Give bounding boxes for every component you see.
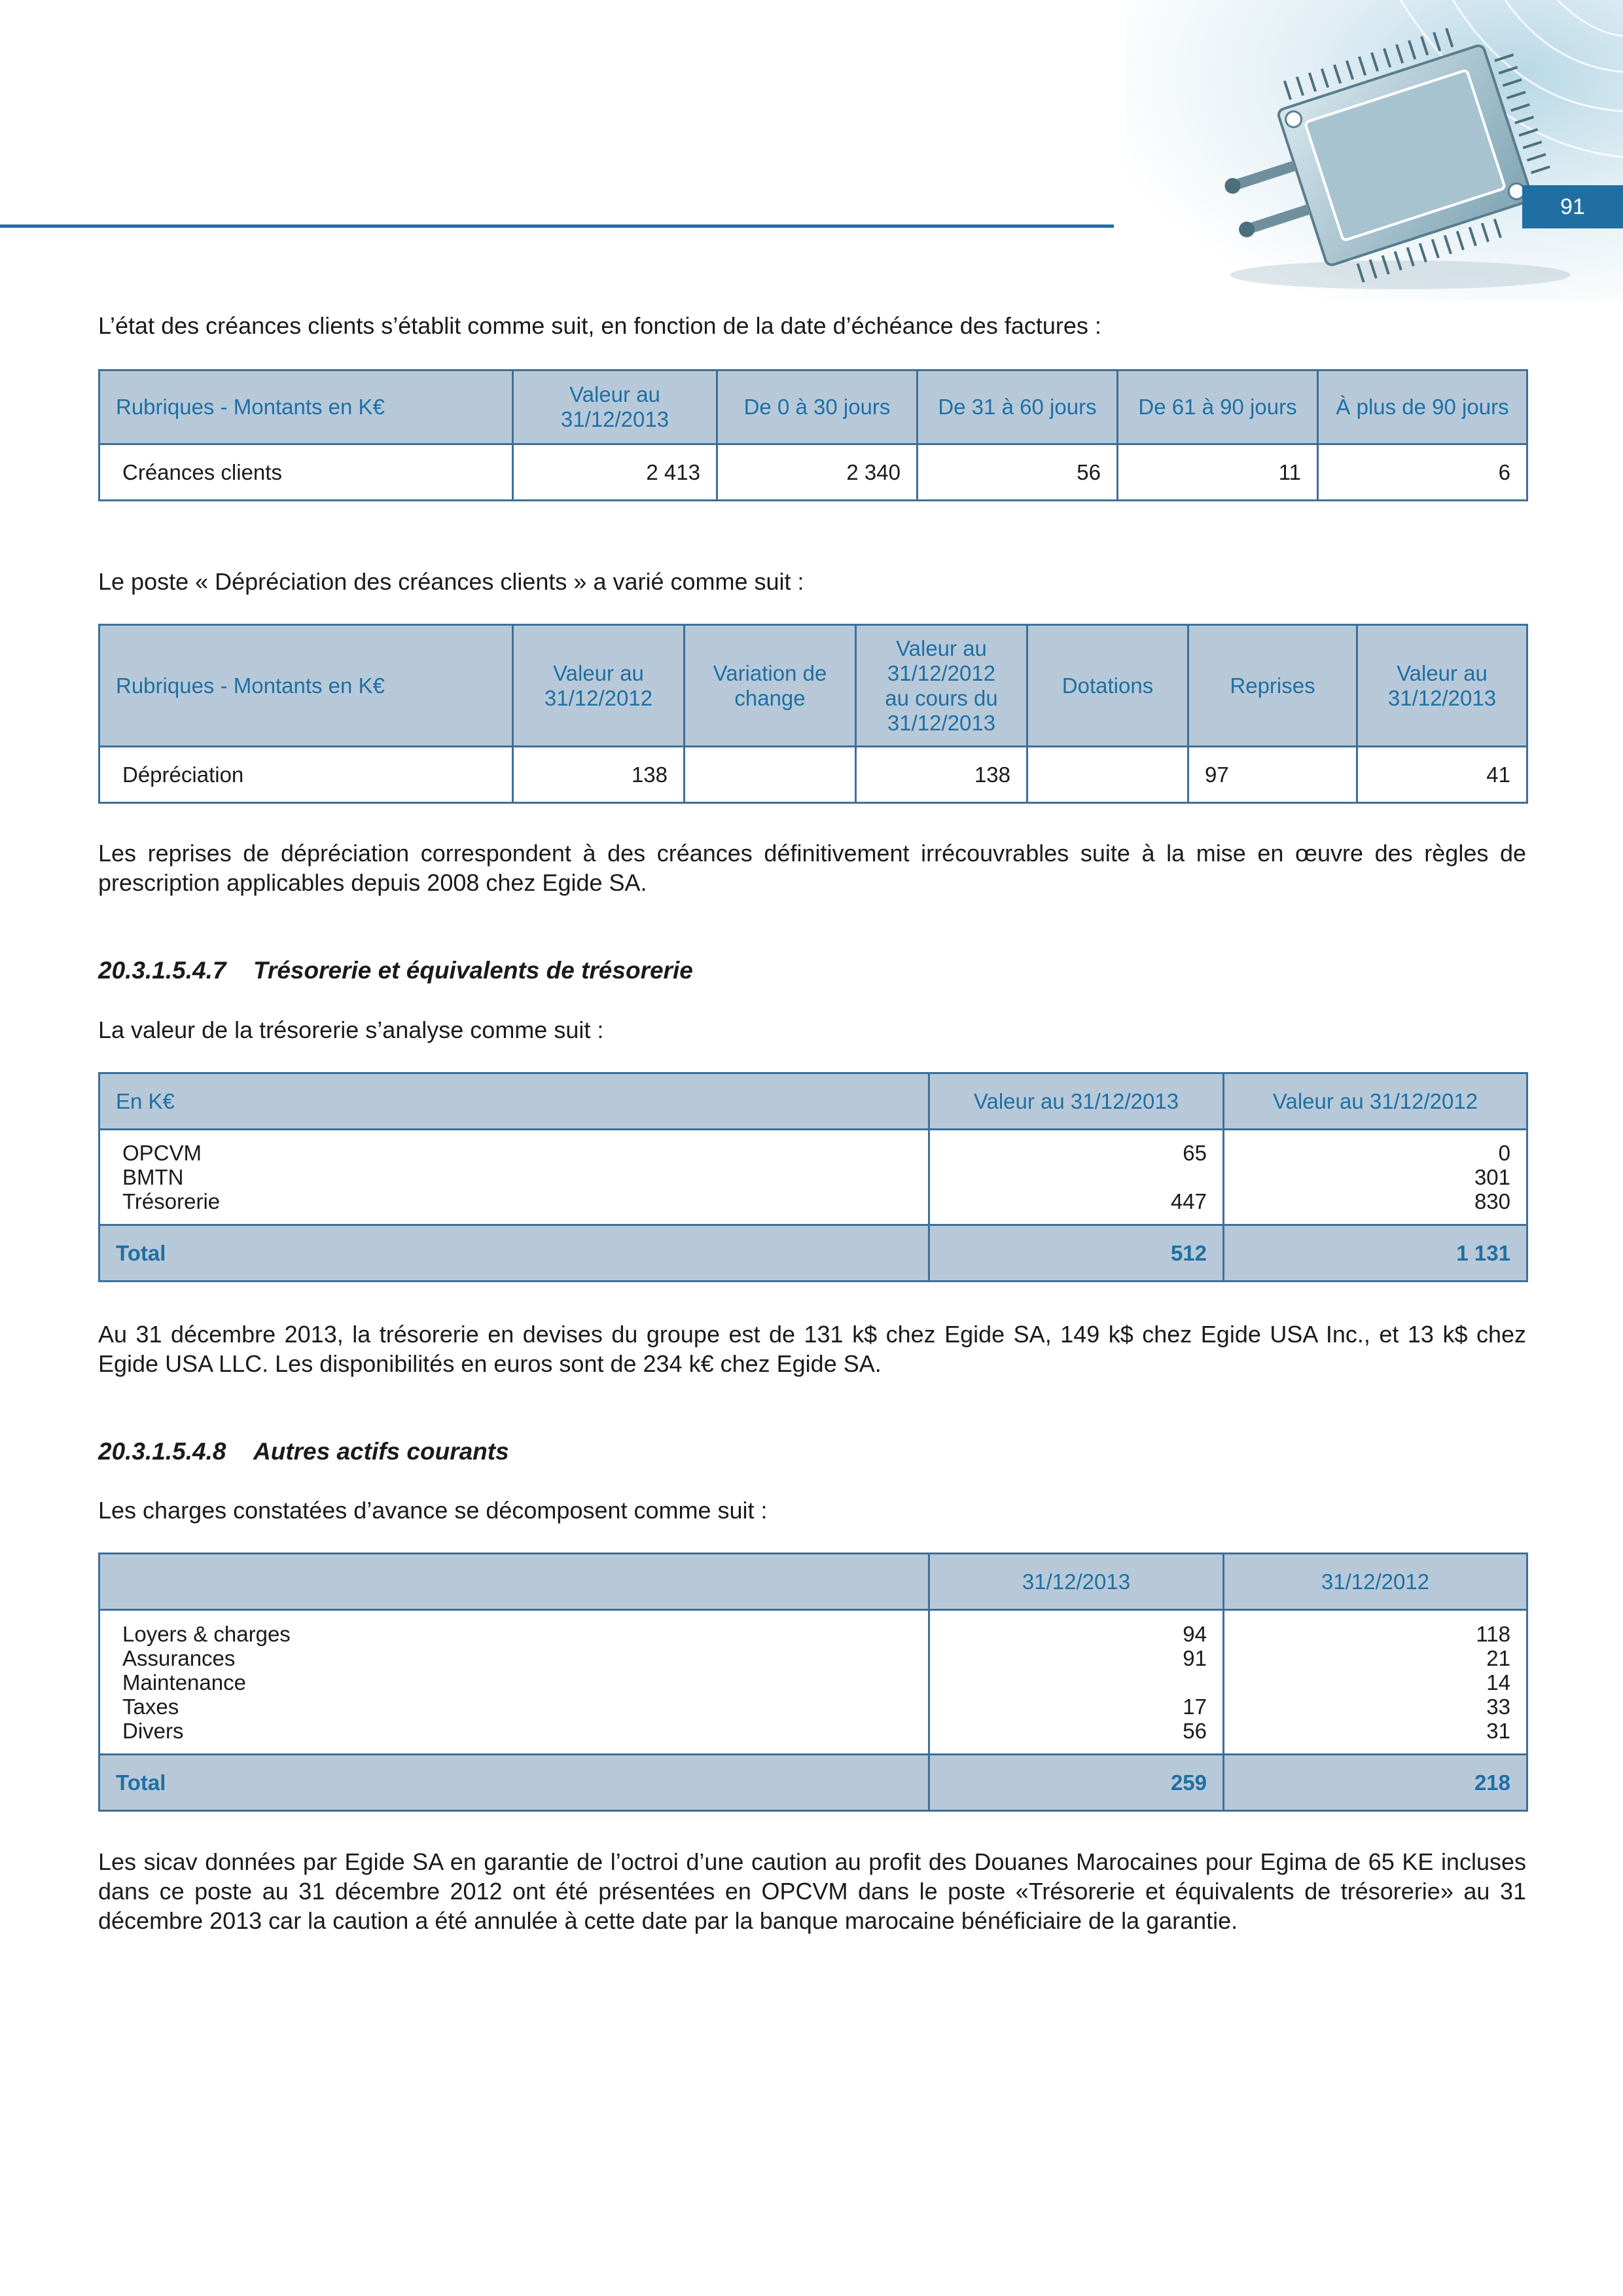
total-value: 1 131 (1224, 1225, 1527, 1282)
column-header: Dotations (1027, 625, 1188, 747)
page-number: 91 (1522, 185, 1623, 228)
values-2013 (929, 1610, 1224, 1755)
cell-value (946, 1670, 1207, 1695)
column-header: Valeur au 31/12/2013 (1357, 625, 1527, 747)
table-row (99, 747, 1527, 803)
column-header: Reprises (1188, 625, 1357, 747)
list-item: Assurances (122, 1645, 236, 1670)
cell-value: 138 (856, 747, 1027, 803)
column-header: Valeur au 31/12/2013 (513, 370, 717, 444)
intro-charges: Les charges constatées d’avance se décomposent comme suit : (98, 1497, 768, 1524)
cell-value: 31 (1486, 1718, 1510, 1743)
para-devises: Au 31 décembre 2013, la trésorerie en devises du groupe est de 131 k$ chez Egide SA, 149 k$ chez Egide USA Inc., et 13 k$ chez Egide USA LLC. Les disponibilités en euros sont de 234 k€ chez Egide SA. (98, 1321, 1526, 1377)
cell-value: 447 (1170, 1189, 1207, 1213)
cell-value: 33 (1486, 1694, 1510, 1719)
column-header: Rubriques - Montants en K€ (99, 625, 513, 747)
table-row (99, 1130, 1527, 1225)
tresorerie-table (98, 1072, 1528, 1282)
total-value: 512 (929, 1225, 1224, 1282)
cell-value: 56 (918, 444, 1118, 501)
total-row (99, 1225, 1527, 1282)
cell-value: 91 (1183, 1645, 1207, 1670)
column-header: Valeur au 31/12/2013 (929, 1073, 1224, 1130)
cell-value (1027, 747, 1188, 803)
cell-value (946, 1165, 1207, 1189)
list-item: Taxes (122, 1694, 179, 1719)
column-header: Valeur au 31/12/2012 (513, 625, 685, 747)
para-reprises: Les reprises de dépréciation correspondent à des créances définitivement irrécouvrables suite à la mise en œuvre des règles de prescription applicables depuis 2008 chez Egide SA. (98, 840, 1526, 896)
values-2013 (929, 1130, 1224, 1225)
total-row (99, 1755, 1527, 1811)
column-header: Rubriques - Montants en K€ (99, 370, 513, 444)
list-item: OPCVM (122, 1141, 202, 1165)
table-header-row (99, 625, 1527, 747)
table-row (99, 444, 1527, 501)
section-number: 20.3.1.5.4.7 (98, 957, 226, 984)
column-header: Variation de change (685, 625, 856, 747)
row-labels (99, 1130, 929, 1225)
cell-value: 21 (1486, 1645, 1510, 1670)
row-labels (99, 1610, 929, 1755)
total-value: 218 (1224, 1755, 1527, 1811)
total-value: 259 (929, 1755, 1224, 1811)
list-item: Divers (122, 1718, 184, 1743)
cell-value: 41 (1357, 747, 1527, 803)
cell-value: 97 (1188, 747, 1357, 803)
table-header-row (99, 1554, 1527, 1610)
cell-value: 94 (1183, 1621, 1207, 1646)
column-header: De 31 à 60 jours (918, 370, 1118, 444)
list-item: Maintenance (122, 1670, 246, 1695)
list-item: BMTN (122, 1165, 184, 1189)
column-header: Valeur au 31/12/2012 au cours du 31/12/2013 (856, 625, 1027, 747)
cell-value (685, 747, 856, 803)
cell-value: 65 (1183, 1141, 1207, 1165)
cell-value: 830 (1474, 1189, 1510, 1213)
list-item: Trésorerie (122, 1189, 221, 1213)
intro-tresorerie: La valeur de la trésorerie s’analyse comme suit : (98, 1016, 604, 1043)
cell-value: 56 (1183, 1718, 1207, 1743)
row-label: Créances clients (99, 444, 513, 501)
header-rule (0, 224, 1114, 228)
charges-table (98, 1552, 1528, 1812)
list-item: Loyers & charges (122, 1621, 291, 1646)
section-number: 20.3.1.5.4.8 (98, 1438, 226, 1465)
total-label: Total (99, 1755, 929, 1811)
section-heading-tresorerie (98, 957, 693, 984)
column-header: 31/12/2012 (1224, 1554, 1527, 1610)
table-header-row (99, 1073, 1527, 1130)
creances-table (98, 369, 1528, 501)
section-title: Autres actifs courants (253, 1438, 509, 1465)
intro-depreciation: Le poste « Dépréciation des créances clients » a varié comme suit : (98, 568, 804, 595)
row-label: Dépréciation (99, 747, 513, 803)
column-header: Valeur au 31/12/2012 (1224, 1073, 1527, 1130)
column-header: De 0 à 30 jours (717, 370, 918, 444)
column-header: À plus de 90 jours (1318, 370, 1527, 444)
total-label: Total (99, 1225, 929, 1282)
section-heading-autres (98, 1438, 509, 1465)
cell-value: 11 (1118, 444, 1318, 501)
cell-value: 138 (513, 747, 685, 803)
cell-value: 2 340 (717, 444, 918, 501)
para-sicav: Les sicav données par Egide SA en garantie de l’octroi d’une caution au profit des Douanes Marocaines pour Egima de 65 KE incluses dans ce poste au 31 décembre 2012 ont été présentées en OPCVM dans le poste «Trésorerie et équivalents de trésorerie» au 31 décembre 2013 car la caution a été annulée à cette date par la banque marocaine bénéficiaire de la garantie. (98, 1848, 1526, 1934)
cell-value: 2 413 (513, 444, 717, 501)
cell-value: 17 (1183, 1694, 1207, 1719)
values-2012 (1224, 1610, 1527, 1755)
column-header: De 61 à 90 jours (1118, 370, 1318, 444)
section-title: Trésorerie et équivalents de trésorerie (253, 957, 693, 984)
cell-value: 14 (1486, 1670, 1510, 1695)
column-header (99, 1554, 929, 1610)
column-header: En K€ (99, 1073, 929, 1130)
values-2012 (1224, 1130, 1527, 1225)
cell-value: 118 (1476, 1621, 1510, 1646)
table-header-row (99, 370, 1527, 444)
depreciation-table (98, 624, 1528, 804)
cell-value: 301 (1474, 1165, 1510, 1189)
electronic-package-illustration (1126, 0, 1623, 301)
intro-creances: L’état des créances clients s’établit comme suit, en fonction de la date d’échéance des factures : (98, 312, 1101, 339)
table-row (99, 1610, 1527, 1755)
column-header: 31/12/2013 (929, 1554, 1224, 1610)
cell-value: 0 (1498, 1141, 1510, 1165)
cell-value: 6 (1318, 444, 1527, 501)
